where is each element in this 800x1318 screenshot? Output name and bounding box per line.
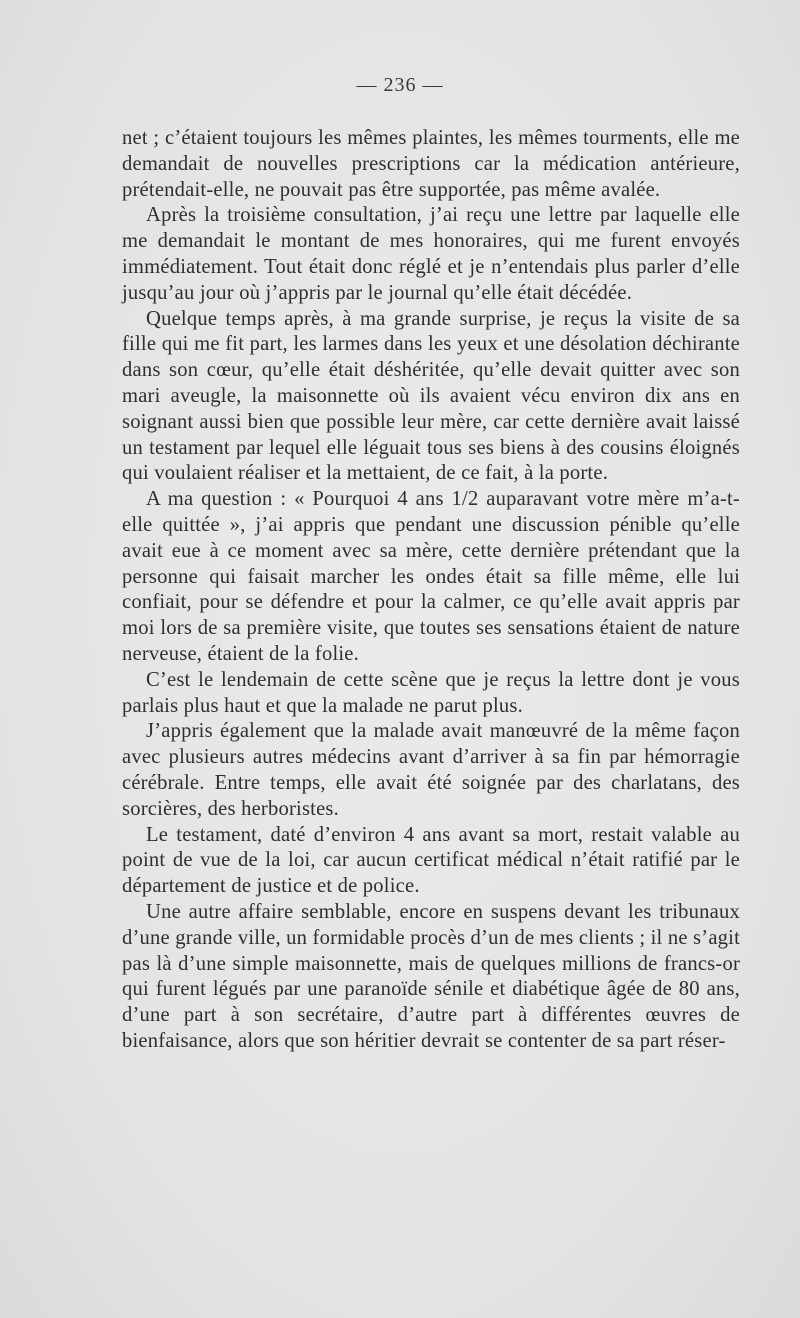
body-text: [122, 126, 740, 1055]
paragraph-6: J’appris également que la malade avait manœuvré de la même façon avec plusieurs autres médecins avant d’arriver à sa fin par hémorragie cérébrale. Entre temps, elle avait été soignée par des charlatans, des sorcières, des herboristes.: [122, 720, 740, 820]
paragraph-5: C’est le lendemain de cette scène que je reçus la lettre dont je vous parlais plus haut et que la malade ne parut plus.: [122, 668, 740, 717]
page-number: — 236 —: [356, 74, 444, 96]
paragraph-7: Le testament, daté d’environ 4 ans avant sa mort, restait valable au point de vue de la loi, car aucun certificat médical n’était ratifié par le département de justice et de police.: [122, 823, 740, 898]
paragraph-3: Quelque temps après, à ma grande surprise, je reçus la visite de sa fille qui me fit part, les larmes dans les yeux et une désolation déchirante dans son cœur, qu’elle était déshéritée, qu’elle devait quitter avec son mari aveugle, la maisonnette où ils avaient vécu environ dix ans en soignant aussi bien que possible leur mère, car cette dernière avait laissé un testament par lequel elle léguait tous ses biens à des cousins éloignés qui voulaient réaliser et la mettaient, de ce fait, à la porte.: [122, 307, 740, 485]
paragraph-2: Après la troisième consultation, j’ai reçu une lettre par laquelle elle me demandait le montant de mes honoraires, qui me furent envoyés immédiatement. Tout était donc réglé et je n’entendais plus parler d’elle jusqu’au jour où j’appris par le journal qu’elle était décédée.: [122, 204, 740, 304]
paragraph-4: A ma question : « Pourquoi 4 ans 1/2 auparavant votre mère m’a-t-elle quittée », j’ai appris que pendant une discussion pénible qu’elle avait eue à ce moment avec sa mère, cette dernière prétendant que la personne qui faisait marcher les ondes était sa fille même, elle lui confiait, pour se défendre et pour la calmer, ce qu’elle avait appris par moi lors de sa première visite, que toutes ses sensations étaient de nature nerveuse, étaient de la folie.: [122, 488, 740, 665]
paragraph-1: net ; c’étaient toujours les mêmes plaintes, les mêmes tourments, elle me demandait de nouvelles prescriptions car la médication antérieure, prétendait-elle, ne pouvait pas être supportée, pas même avalée.: [122, 127, 740, 201]
paragraph-8: Une autre affaire semblable, encore en suspens devant les tribunaux d’une grande ville, un formidable procès d’un de mes clients ; il ne s’agit pas là d’une simple maisonnette, mais de quelques millions de francs-or qui furent légués par une paranoïde sénile et diabétique âgée de 80 ans, d’une part à son secrétaire, d’autre part à différentes œuvres de bienfaisance, alors que son héritier devrait se contenter de sa part réser-: [122, 900, 740, 1052]
